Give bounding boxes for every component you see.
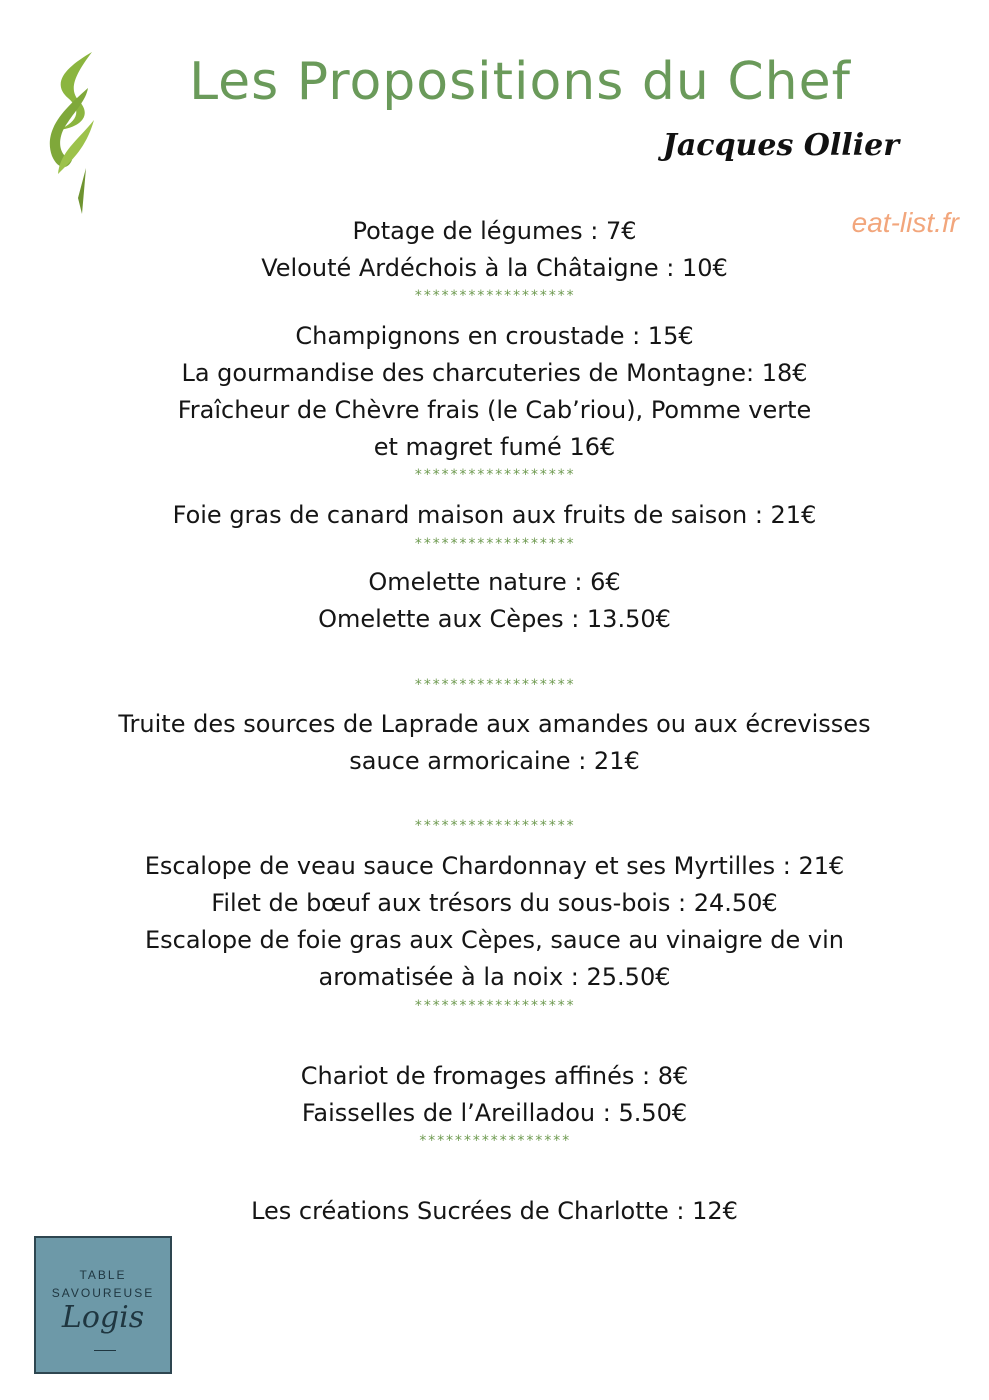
watermark: eat-list.fr	[851, 207, 959, 238]
badge-line-1: TABLE	[79, 1268, 127, 1282]
badge-rule	[94, 1350, 116, 1351]
menu-item: Velouté Ardéchois à la Châtaigne : 10€	[261, 254, 728, 282]
menu-item: Potage de légumes : 7€	[352, 217, 637, 245]
separator: ******************	[414, 998, 575, 1014]
menu-item: Champignons en croustade : 15€	[295, 322, 694, 350]
separator: ******************	[414, 467, 575, 483]
menu-item: Omelette nature : 6€	[368, 568, 621, 596]
separator: *****************	[418, 1133, 571, 1149]
menu-item: sauce armoricaine : 21€	[349, 747, 640, 775]
badge-line-3: Logis	[61, 1300, 145, 1335]
menu-item: Faisselles de l’Areilladou : 5.50€	[301, 1099, 688, 1127]
menu-item: Foie gras de canard maison aux fruits de saison : 21€	[172, 501, 817, 529]
badge-line-2: SAVOUREUSE	[51, 1286, 155, 1300]
menu-item: et magret fumé 16€	[373, 433, 616, 461]
menu-item: Filet de bœuf aux trésors du sous-bois : 24.50€	[211, 889, 778, 917]
menu-item: aromatisée à la noix : 25.50€	[318, 963, 671, 991]
page-title: Les Propositions du Chef	[189, 52, 851, 112]
menu-item: Truite des sources de Laprade aux amandes ou aux écrevisses	[118, 710, 871, 738]
separator: ******************	[414, 818, 575, 834]
menu-item: Les créations Sucrées de Charlotte : 12€	[251, 1197, 738, 1225]
menu-item: Chariot de fromages affinés : 8€	[300, 1062, 689, 1090]
separator: ******************	[414, 677, 575, 693]
table-savoureuse-logis-logo	[34, 1236, 172, 1374]
menu-item: Escalope de veau sauce Chardonnay et ses Myrtilles : 21€	[144, 852, 845, 880]
separator: ******************	[414, 288, 575, 304]
separator: ******************	[414, 536, 575, 552]
menu-item: Fraîcheur de Chèvre frais (le Cab’riou), Pomme verte	[177, 396, 812, 424]
menu-item: Omelette aux Cèpes : 13.50€	[318, 605, 671, 633]
chef-signature: Jacques Ollier	[662, 128, 899, 163]
menu-item: Escalope de foie gras aux Cèpes, sauce au vinaigre de vin	[144, 926, 845, 954]
menu-item: La gourmandise des charcuteries de Montagne: 18€	[181, 359, 808, 387]
